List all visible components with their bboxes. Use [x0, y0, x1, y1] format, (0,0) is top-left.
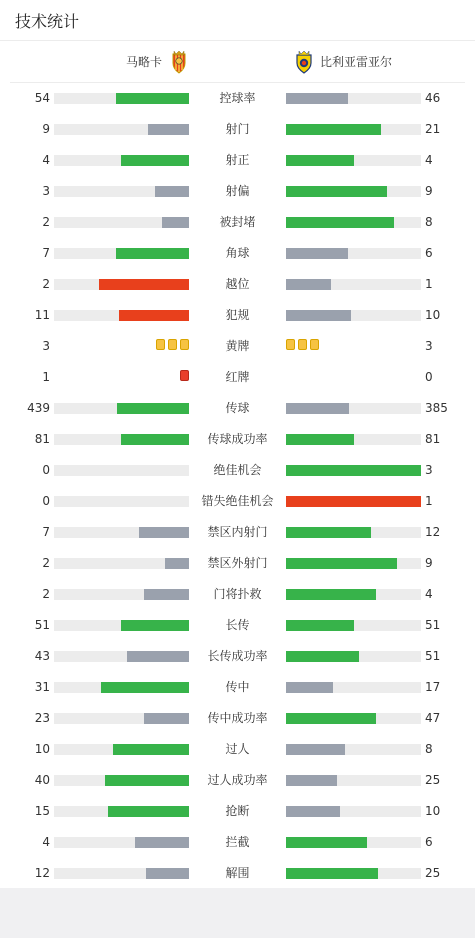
away-stat-bar: [286, 682, 421, 693]
home-stat-bar: [54, 465, 189, 476]
away-stat-value: 21: [425, 122, 441, 136]
home-stat-bar-fill: [99, 279, 189, 290]
away-stat-value: 46: [425, 91, 441, 105]
home-stat-value: 2: [42, 277, 50, 291]
stat-label: 过人成功率: [207, 773, 268, 787]
home-stat-bar: [54, 620, 189, 631]
away-stat-bar: [286, 713, 421, 724]
away-stat-value: 25: [425, 866, 441, 880]
stat-label: 禁区外射门: [207, 556, 268, 570]
mallorca-crest-icon: [168, 50, 190, 74]
home-stat-bar: [54, 713, 189, 724]
home-stat-bar: [54, 806, 189, 817]
yellow-card-icon: [298, 339, 307, 350]
yellow-card-icon: [286, 339, 295, 350]
home-stat-bar-fill: [117, 403, 189, 414]
away-stat-value: 8: [425, 215, 433, 229]
away-stat-bar-fill: [286, 434, 354, 445]
stat-row: [0, 207, 475, 238]
home-stat-bar: [54, 434, 189, 445]
away-stat-bar: [286, 775, 421, 786]
stat-label: 红牌: [225, 370, 250, 384]
home-stat-bar: [54, 775, 189, 786]
stat-row: [0, 734, 475, 765]
home-stat-value: 0: [42, 463, 50, 477]
away-stat-value: 12: [425, 525, 441, 539]
stat-label: 抢断: [225, 804, 250, 818]
page-title: 技术统计: [15, 11, 80, 31]
stat-label: 绝佳机会: [213, 463, 262, 477]
home-stat-value: 40: [34, 773, 50, 787]
villarreal-crest-icon: [293, 50, 315, 74]
stat-row: [0, 362, 475, 393]
home-stat-bar-fill: [127, 651, 189, 662]
away-stat-bar-fill: [286, 713, 376, 724]
home-stat-value: 439: [27, 401, 50, 415]
stat-row: [0, 517, 475, 548]
stat-label: 射门: [225, 122, 250, 136]
away-stat-bar: [286, 496, 421, 507]
home-stat-value: 51: [34, 618, 50, 632]
stat-label: 传中成功率: [207, 711, 268, 725]
away-stat-bar: [286, 217, 421, 228]
stat-row: [0, 796, 475, 827]
home-stat-value: 0: [42, 494, 50, 508]
home-stat-bar-fill: [139, 527, 189, 538]
away-stat-value: 1: [425, 494, 433, 508]
home-stat-value: 2: [42, 587, 50, 601]
home-stat-bar: [54, 682, 189, 693]
home-stat-bar-fill: [165, 558, 189, 569]
away-stat-bar-fill: [286, 403, 349, 414]
away-stat-bar: [286, 403, 421, 414]
home-stat-value: 4: [42, 835, 50, 849]
away-stat-bar-fill: [286, 496, 421, 507]
home-stat-bar-fill: [108, 806, 189, 817]
home-stat-bar: [54, 837, 189, 848]
away-stat-value: 1: [425, 277, 433, 291]
away-stat-value: 6: [425, 246, 433, 260]
stat-row: [0, 672, 475, 703]
stat-row: [0, 114, 475, 145]
away-stat-value: 3: [425, 463, 433, 477]
home-stat-value: 2: [42, 556, 50, 570]
away-stat-bar: [286, 279, 421, 290]
away-stat-value: 25: [425, 773, 441, 787]
stat-row: [0, 393, 475, 424]
stat-label: 门将扑救: [213, 587, 262, 601]
stat-row: [0, 424, 475, 455]
away-stat-bar: [286, 465, 421, 476]
away-stat-value: 8: [425, 742, 433, 756]
away-stat-bar: [286, 186, 421, 197]
away-stat-bar-fill: [286, 837, 367, 848]
away-stat-bar: [286, 527, 421, 538]
home-stat-bar: [54, 93, 189, 104]
section-header: [0, 0, 475, 41]
home-stat-value: 31: [34, 680, 50, 694]
home-stat-bar-fill: [101, 682, 189, 693]
home-stat-bar: [54, 279, 189, 290]
stat-row: [0, 455, 475, 486]
away-stat-bar-fill: [286, 868, 378, 879]
away-stat-bar: [286, 558, 421, 569]
stat-row: [0, 548, 475, 579]
stat-row: [0, 83, 475, 114]
stat-label: 传球: [225, 401, 250, 415]
stat-label: 被封堵: [219, 215, 256, 229]
yellow-card-icon: [310, 339, 319, 350]
home-stat-value: 7: [42, 525, 50, 539]
stat-row: [0, 610, 475, 641]
away-stat-bar-fill: [286, 558, 397, 569]
home-stat-bar-fill: [155, 186, 189, 197]
away-stat-bar-fill: [286, 806, 340, 817]
yellow-card-icon: [156, 339, 165, 350]
home-stat-bar-fill: [105, 775, 189, 786]
away-stat-bar: [286, 589, 421, 600]
stat-row: [0, 765, 475, 796]
away-stat-bar-fill: [286, 248, 348, 259]
away-stat-bar-fill: [286, 124, 381, 135]
stat-row: [0, 858, 475, 889]
home-stat-bar: [54, 248, 189, 259]
red-card-icon: [180, 370, 189, 381]
home-stat-bar-fill: [144, 713, 189, 724]
away-stat-bar: [286, 93, 421, 104]
away-stat-bar-fill: [286, 279, 331, 290]
home-team[interactable]: [126, 41, 190, 82]
away-stat-bar-fill: [286, 527, 371, 538]
away-stat-value: 17: [425, 680, 441, 694]
away-stat-bar: [286, 124, 421, 135]
away-stat-value: 6: [425, 835, 433, 849]
home-stat-value: 10: [34, 742, 50, 756]
away-stat-value: 10: [425, 804, 441, 818]
home-stat-value: 1: [42, 370, 50, 384]
teams-header: [10, 41, 465, 83]
home-stat-value: 12: [34, 866, 50, 880]
home-stat-bar: [54, 868, 189, 879]
home-cards: [180, 370, 189, 384]
away-stat-bar-fill: [286, 620, 354, 631]
home-stat-bar: [54, 527, 189, 538]
home-cards: [156, 339, 189, 353]
home-stat-value: 11: [34, 308, 50, 322]
stat-label: 传中: [225, 680, 250, 694]
stat-row: [0, 331, 475, 362]
away-stat-value: 47: [425, 711, 441, 725]
away-stat-bar-fill: [286, 310, 351, 321]
away-stat-bar: [286, 620, 421, 631]
home-stat-value: 23: [34, 711, 50, 725]
stat-row: [0, 703, 475, 734]
stat-label: 射偏: [225, 184, 250, 198]
stat-label: 拦截: [225, 835, 250, 849]
home-stat-bar: [54, 217, 189, 228]
away-cards: [286, 339, 319, 353]
home-stat-bar-fill: [121, 155, 189, 166]
away-stat-value: 9: [425, 556, 433, 570]
stat-label: 错失绝佳机会: [201, 494, 274, 508]
stat-label: 长传: [225, 618, 250, 632]
away-stat-value: 385: [425, 401, 448, 415]
home-stat-bar: [54, 403, 189, 414]
home-stat-value: 7: [42, 246, 50, 260]
away-stat-value: 3: [425, 339, 433, 353]
home-team-name: 马略卡: [126, 55, 163, 69]
home-stat-bar: [54, 310, 189, 321]
stat-row: [0, 269, 475, 300]
away-stat-bar-fill: [286, 589, 376, 600]
away-stat-bar: [286, 868, 421, 879]
stat-label: 解围: [225, 866, 250, 880]
away-stat-bar: [286, 310, 421, 321]
stat-label: 越位: [225, 277, 250, 291]
away-stat-bar-fill: [286, 651, 359, 662]
away-stat-value: 51: [425, 618, 441, 632]
home-stat-value: 43: [34, 649, 50, 663]
yellow-card-icon: [180, 339, 189, 350]
stat-row: [0, 641, 475, 672]
home-stat-bar-fill: [121, 620, 189, 631]
stat-label: 过人: [225, 742, 250, 756]
stat-row: [0, 176, 475, 207]
stat-row: [0, 579, 475, 610]
away-stat-value: 4: [425, 587, 433, 601]
away-stat-bar-fill: [286, 186, 387, 197]
home-stat-value: 15: [34, 804, 50, 818]
home-stat-value: 9: [42, 122, 50, 136]
home-stat-bar: [54, 496, 189, 507]
home-stat-value: 81: [34, 432, 50, 446]
home-stat-value: 3: [42, 339, 50, 353]
home-stat-bar-fill: [113, 744, 189, 755]
away-stat-bar-fill: [286, 682, 333, 693]
away-stat-value: 51: [425, 649, 441, 663]
home-stat-bar: [54, 651, 189, 662]
home-stat-bar: [54, 124, 189, 135]
home-stat-bar: [54, 558, 189, 569]
away-stat-bar-fill: [286, 775, 337, 786]
stat-row: [0, 486, 475, 517]
yellow-card-icon: [168, 339, 177, 350]
away-stat-bar: [286, 155, 421, 166]
stat-label: 射正: [225, 153, 250, 167]
home-stat-bar: [54, 589, 189, 600]
away-stat-bar-fill: [286, 155, 354, 166]
home-stat-bar-fill: [116, 248, 189, 259]
home-stat-bar-fill: [116, 93, 189, 104]
stat-row: [0, 300, 475, 331]
stat-label: 黄牌: [225, 339, 250, 353]
home-stat-bar: [54, 186, 189, 197]
home-stat-bar: [54, 155, 189, 166]
home-stat-value: 4: [42, 153, 50, 167]
stat-label: 禁区内射门: [207, 525, 268, 539]
away-stat-bar-fill: [286, 93, 348, 104]
home-stat-value: 3: [42, 184, 50, 198]
away-stat-value: 9: [425, 184, 433, 198]
home-stat-bar-fill: [148, 124, 189, 135]
away-stat-bar: [286, 806, 421, 817]
home-stat-bar-fill: [144, 589, 189, 600]
stat-label: 长传成功率: [207, 649, 268, 663]
home-stat-bar-fill: [119, 310, 189, 321]
away-stat-value: 0: [425, 370, 433, 384]
home-stat-bar-fill: [162, 217, 189, 228]
away-stat-bar-fill: [286, 465, 421, 476]
stat-label: 传球成功率: [207, 432, 268, 446]
stat-label: 控球率: [219, 91, 256, 105]
stat-row: [0, 145, 475, 176]
home-stat-bar-fill: [146, 868, 189, 879]
home-stat-value: 2: [42, 215, 50, 229]
away-stat-bar: [286, 744, 421, 755]
home-stat-bar-fill: [121, 434, 189, 445]
stat-row: [0, 238, 475, 269]
away-stat-value: 4: [425, 153, 433, 167]
stat-label: 角球: [225, 246, 250, 260]
away-stat-bar: [286, 434, 421, 445]
home-stat-bar: [54, 744, 189, 755]
stat-row: [0, 827, 475, 858]
away-stat-bar: [286, 837, 421, 848]
away-stat-bar: [286, 248, 421, 259]
away-stat-value: 10: [425, 308, 441, 322]
away-team-name: 比利亚雷亚尔: [320, 55, 393, 69]
stat-label: 犯规: [225, 308, 250, 322]
home-stat-bar-fill: [135, 837, 189, 848]
home-stat-value: 54: [34, 91, 50, 105]
away-stat-value: 81: [425, 432, 441, 446]
away-team[interactable]: [293, 41, 392, 82]
away-stat-bar-fill: [286, 744, 345, 755]
away-stat-bar-fill: [286, 217, 394, 228]
away-stat-bar: [286, 651, 421, 662]
